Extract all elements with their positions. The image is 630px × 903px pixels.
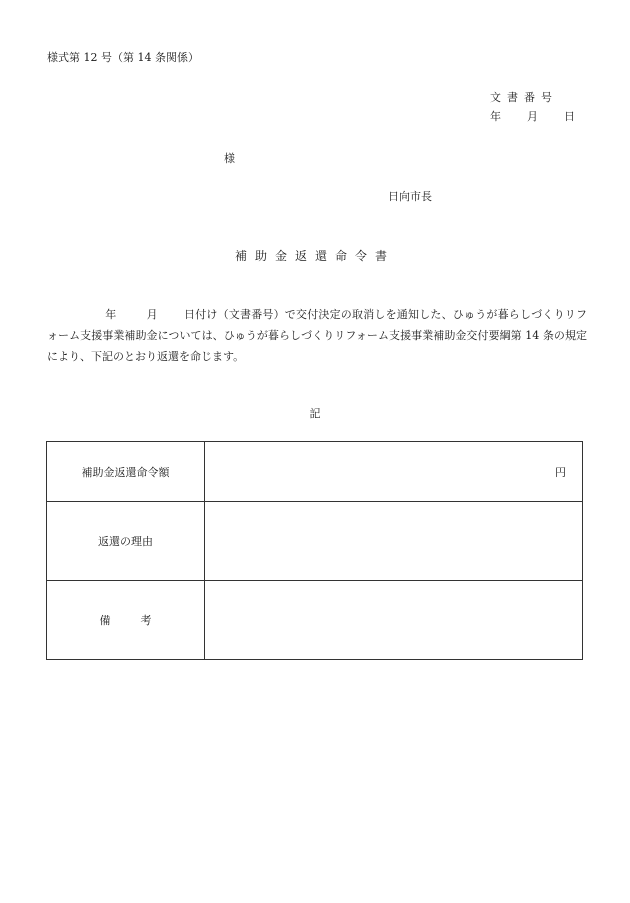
table-row (47, 581, 583, 660)
remarks-label: 備考 (99, 614, 182, 627)
date-month-label: 月 (527, 110, 538, 123)
body-text: 日付け（文書番号）で交付決定の取消しを通知した、ひゅうが暮らしづくりリフォーム支援事業補助金については、ひゅうが暮らしづくりリフォーム支援事業補助金交付要綱第 14 条の規定により、下記のとおり返還を命じます。 (47, 308, 588, 363)
refund-amount-value: 円 (205, 442, 583, 502)
refund-amount-label: 補助金返還命令額 (47, 442, 205, 502)
refund-table (46, 441, 583, 660)
body-year: 年 (105, 308, 117, 321)
document-number-label: 文書番号 (490, 91, 558, 104)
date-year-label: 年 (490, 110, 501, 123)
document-title: 補助金返還命令書 (234, 249, 395, 263)
issuer-name: 日向市長 (388, 190, 432, 203)
body-month: 月 (146, 308, 158, 321)
body-paragraph (47, 304, 587, 367)
recipient-suffix: 様 (224, 152, 235, 165)
table-row (47, 502, 583, 581)
remarks-label-cell (47, 581, 205, 660)
document-date (490, 108, 575, 124)
date-day-label: 日 (564, 110, 575, 123)
form-number: 様式第 12 号（第 14 条関係） (47, 51, 199, 64)
refund-reason-label: 返還の理由 (47, 502, 205, 581)
refund-reason-value (205, 502, 583, 581)
remarks-value (205, 581, 583, 660)
ki-heading: 記 (309, 407, 321, 420)
table-row (47, 442, 583, 502)
